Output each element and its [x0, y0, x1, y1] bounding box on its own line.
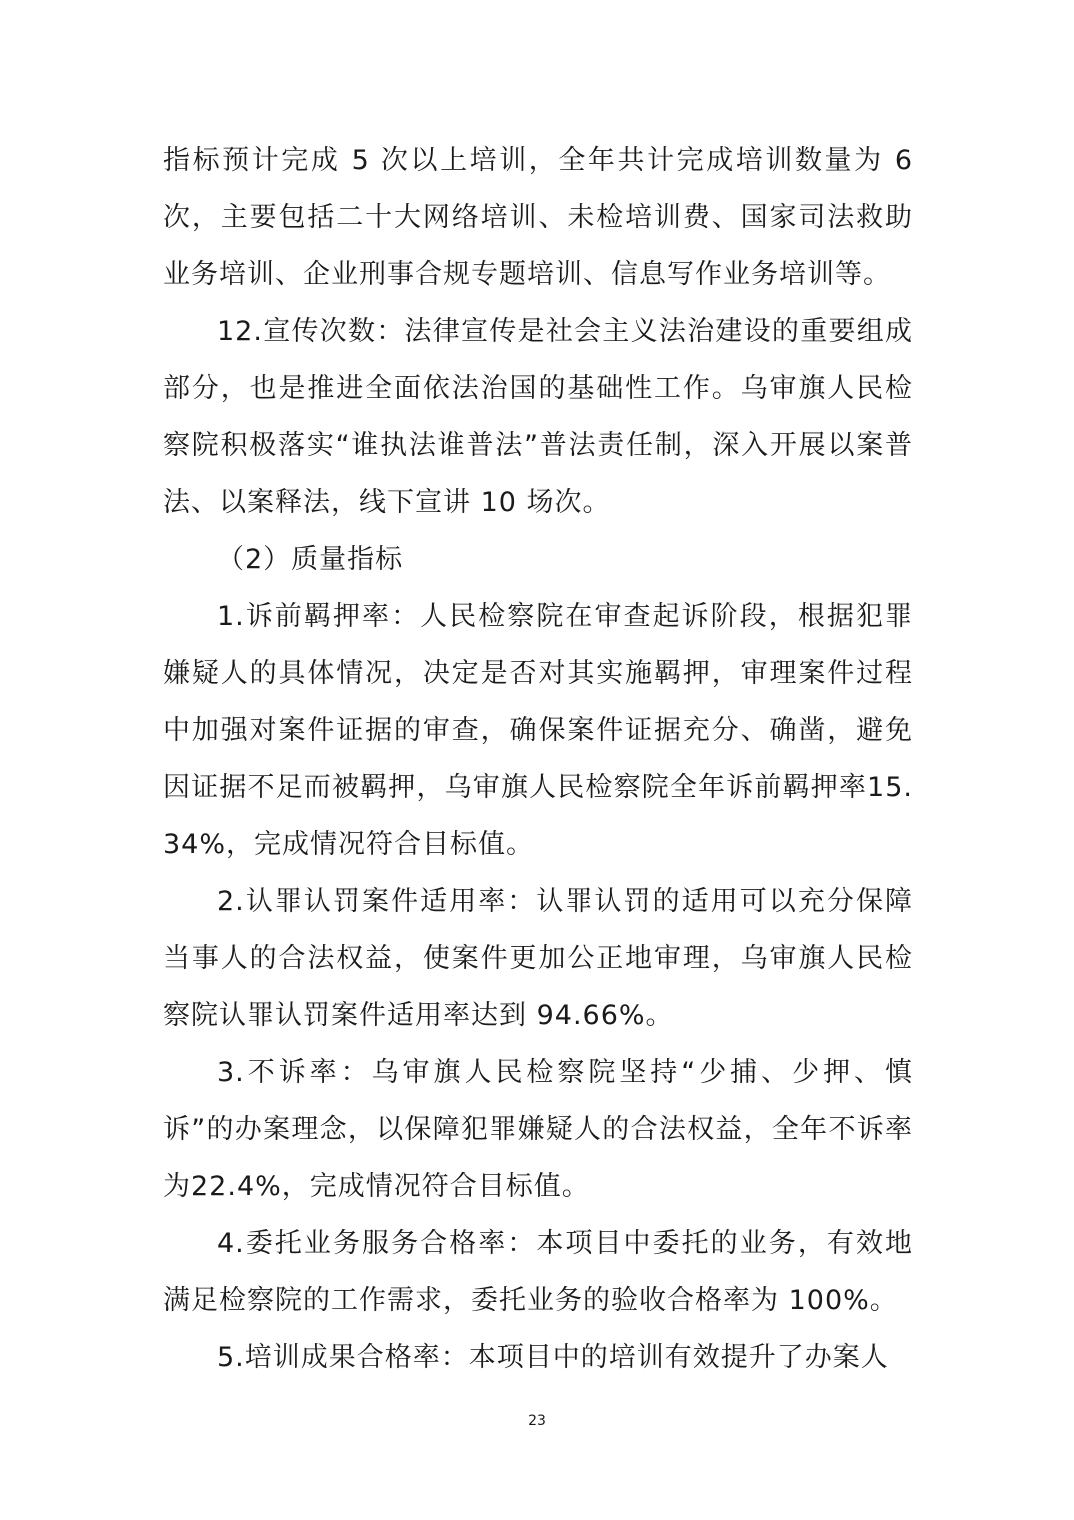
- paragraph-non-prosecution-rate: 3.不诉率：乌审旗人民检察院坚持“少捕、少押、慎诉”的办案理念，以保障犯罪嫌疑人的合法权益，全年不诉率为22.4%，完成情况符合目标值。: [163, 1057, 913, 1202]
- paragraph-training-outcome-pass-rate: 5.培训成果合格率：本项目中的培训有效提升了办案人: [217, 1342, 889, 1373]
- paragraph-publicity-count: 12.宣传次数：法律宣传是社会主义法治建设的重要组成部分，也是推进全面依法治国的基础性工作。乌审旗人民检察院积极落实“谁执法谁普法”普法责任制，深入开展以案普法、以案释法，线下宣讲 10 场次。: [163, 316, 913, 518]
- paragraph-entrusted-service-pass-rate: 4.委托业务服务合格率：本项目中委托的业务，有效地满足检察院的工作需求，委托业务的验收合格率为 100%。: [163, 1228, 913, 1316]
- paragraph-pretrial-detention-rate: 1.诉前羁押率：人民检察院在审查起诉阶段，根据犯罪嫌疑人的具体情况，决定是否对其实施羁押，审理案件过程中加强对案件证据的审查，确保案件证据充分、确凿，避免因证据不足而被羁押，乌审旗人民检察院全年诉前羁押率15.34%，完成情况符合目标值。: [163, 601, 913, 860]
- section-heading-quality-indicators: （2）质量指标: [217, 544, 404, 575]
- page-number: 23: [528, 1413, 546, 1429]
- paragraph-plea-leniency-rate: 2.认罪认罚案件适用率：认罪认罚的适用可以充分保障当事人的合法权益，使案件更加公正地审理，乌审旗人民检察院认罪认罚案件适用率达到 94.66%。: [163, 886, 913, 1031]
- document-body: [163, 132, 913, 1386]
- paragraph-training-count: 指标预计完成 5 次以上培训，全年共计完成培训数量为 6 次，主要包括二十大网络培训、未检培训费、国家司法救助业务培训、企业刑事合规专题培训、信息写作业务培训等。: [163, 145, 913, 290]
